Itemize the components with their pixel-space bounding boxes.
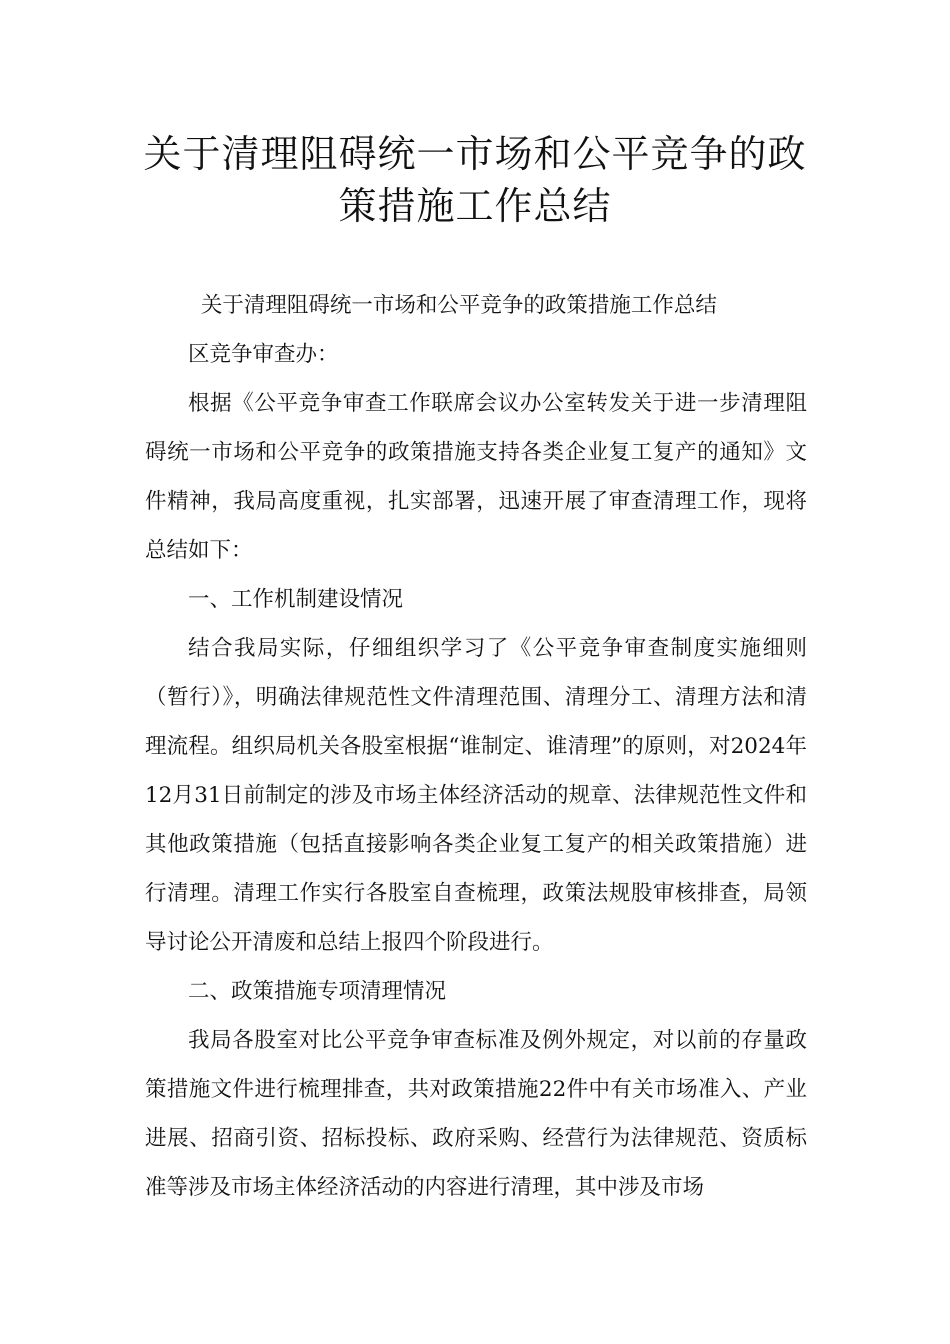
document-title	[140, 128, 810, 232]
document-body	[145, 281, 807, 1212]
paragraph-section-2: 我局各股室对比公平竞争审查标准及例外规定，对以前的存量政策措施文件进行梳理排查，共对政策措施22件中有关市场准入、产业进展、招商引资、招标投标、政府采购、经营行为法律规范、资质标准等涉及市场主体经济活动的内容进行清理，其中涉及市场	[145, 1028, 807, 1200]
paragraph-section-1: 结合我局实际，仔细组织学习了《公平竞争审查制度实施细则（暂行）》，明确法律规范性文件清理范围、清理分工、清理方法和清理流程。组织局机关各股室根据“谁制定、谁清理”的原则，对2024年12月31日前制定的涉及市场主体经济活动的规章、法律规范性文件和其他政策措施（包括直接影响各类企业复工复产的相关政策措施）进行清理。清理工作实行各股室自查梳理，政策法规股审核排查，局领导讨论公开清废和总结上报四个阶段进行。	[145, 636, 807, 955]
document-subtitle: 关于清理阻碍统一市场和公平竞争的政策措施工作总结	[200, 293, 717, 318]
addressee: 区竞争审查办：	[188, 342, 339, 367]
paragraph-intro: 根据《公平竞争审查工作联席会议办公室转发关于进一步清理阻碍统一市场和公平竞争的政策措施支持各类企业复工复产的通知》文件精神，我局高度重视，扎实部署，迅速开展了审查清理工作，现将总结如下：	[145, 391, 807, 563]
title-line-2: 策措施工作总结	[338, 184, 612, 228]
title-line-1: 关于清理阻碍统一市场和公平竞争的政	[143, 132, 807, 176]
section-heading-1: 一、工作机制建设情况	[188, 587, 404, 612]
section-heading-2: 二、政策措施专项清理情况	[188, 979, 447, 1004]
